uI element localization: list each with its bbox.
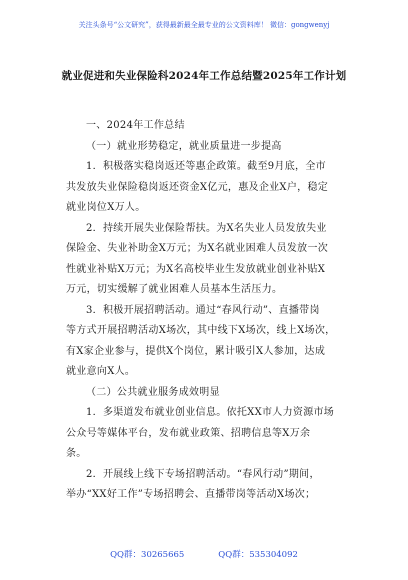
paragraph-line: 等方式开展招聘活动X场次，其中线下X场次，线上X场次， [66, 325, 336, 336]
paragraph-line: 3．积极开展招聘活动。通过“春风行动”、直播带岗 [86, 304, 320, 316]
paragraph-line: 2．开展线上线下专场招聘活动。“春风行动”期间， [86, 468, 320, 480]
paragraph-line: 1．积极落实稳岗返还等惠企政策。截至9月底，全市 [86, 161, 326, 172]
paragraph-line: 举办“XX好工作”专场招聘会、直播带岗等活动X场次； [66, 489, 316, 500]
paragraph-line: 公众号等媒体平台，发布就业政策、招聘信息等X万余 [66, 427, 311, 439]
paragraph-line: 1．多渠道发布就业创业信息。依托XX市人力资源市场 [86, 407, 335, 418]
header-promo-note: 关注头条号“公文研究”，获得最新最全最专业的公文资料库！ 微信：gongwenyj [78, 21, 330, 29]
footer-qq-group-1: QQ群：30265665 [110, 550, 185, 560]
paragraph-line: 就业意向X人。 [66, 366, 136, 377]
paragraph-line: 条。 [66, 448, 87, 459]
paragraph-line: 就业岗位X万人。 [66, 202, 146, 213]
paragraph-line: 保险金、失业补助金X万元；为X名就业困难人员发放一次 [66, 243, 329, 254]
paragraph-line: 有X家企业参与，提供X个岗位，累计吸引X人参加，达成 [66, 345, 326, 357]
subsection-heading: （二）公共就业服务成效明显 [86, 386, 220, 398]
footer-qq-group-2: QQ群：535304092 [218, 550, 298, 560]
paragraph-line: 共发放失业保险稳岗返还资金X亿元，惠及企业X户，稳定 [66, 181, 329, 193]
document-body [66, 116, 342, 506]
paragraph-line: 性就业补贴X万元；为X名高校毕业生发放就业创业补贴X [66, 263, 326, 275]
footer-contact [0, 548, 408, 560]
paragraph-line: 万元，切实缓解了就业困难人员基本生活压力。 [66, 284, 283, 295]
subsection-heading: （一）就业形势稳定，就业质量进一步提高 [86, 140, 282, 152]
paragraph-line: 2．持续开展失业保险帮扶。为X名失业人员发放失业 [86, 222, 327, 234]
section-heading: 一、2024年工作总结 [86, 120, 185, 131]
document-title: 就业促进和失业保险科2024年工作总结暨2025年工作计划 [61, 70, 347, 82]
